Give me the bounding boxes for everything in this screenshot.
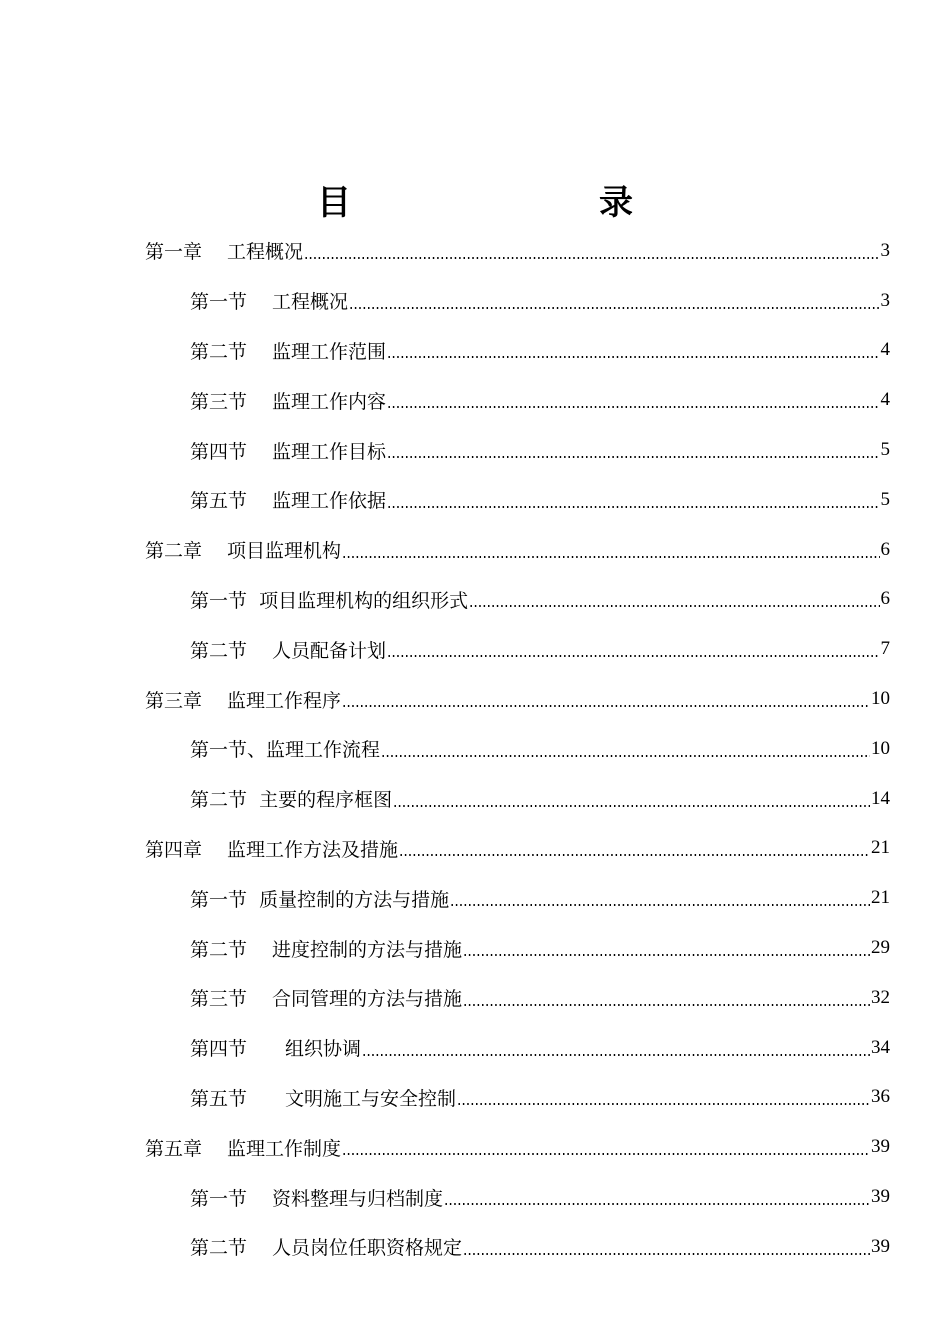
toc-dot-leader bbox=[463, 988, 870, 1008]
toc-entry-label: 第三节 合同管理的方法与措施 bbox=[190, 988, 463, 1011]
toc-entry-label: 第五节 文明施工与安全控制 bbox=[190, 1087, 457, 1110]
toc-page-number: 5 bbox=[880, 488, 890, 510]
toc-dot-leader bbox=[463, 938, 870, 958]
toc-page-number: 10 bbox=[871, 688, 890, 710]
toc-dot-leader bbox=[387, 490, 879, 510]
toc-dot-leader bbox=[450, 888, 870, 908]
toc-page-number: 14 bbox=[871, 787, 890, 809]
toc-section-entry[interactable] bbox=[0, 873, 950, 923]
toc-entry-label: 第一节 资料整理与归档制度 bbox=[190, 1187, 444, 1210]
toc-dot-leader bbox=[381, 739, 870, 759]
toc-section-entry[interactable] bbox=[0, 1023, 950, 1073]
toc-dot-leader bbox=[387, 639, 879, 659]
toc-page-number: 29 bbox=[871, 937, 890, 959]
toc-chapter-entry[interactable] bbox=[0, 674, 950, 724]
toc-section-entry[interactable] bbox=[0, 1073, 950, 1123]
toc-entry-label: 第二节 进度控制的方法与措施 bbox=[190, 938, 463, 961]
toc-entry-label: 第二节 人员岗位任职资格规定 bbox=[190, 1237, 463, 1260]
toc-dot-leader bbox=[399, 838, 870, 858]
toc-entry-label: 第三章 监理工作程序 bbox=[145, 689, 342, 712]
toc-entry-label: 第五章 监理工作制度 bbox=[145, 1137, 342, 1160]
toc-dot-leader bbox=[387, 440, 879, 460]
toc-entry-label: 第二节 主要的程序框图 bbox=[190, 789, 393, 812]
toc-dot-leader bbox=[444, 1187, 870, 1207]
toc-dot-leader bbox=[463, 1237, 870, 1257]
toc-section-entry[interactable] bbox=[0, 1222, 950, 1272]
toc-entry-label: 第四节 组织协调 bbox=[190, 1038, 362, 1061]
toc-entry-label: 第二章 项目监理机构 bbox=[145, 540, 342, 563]
toc-dot-leader bbox=[362, 1038, 870, 1058]
toc-dot-leader bbox=[342, 540, 879, 560]
toc-entry-label: 第四章 监理工作方法及措施 bbox=[145, 838, 399, 861]
toc-entry-label: 第一节 项目监理机构的组织形式 bbox=[190, 589, 469, 612]
toc-entry-label: 第一节 工程概况 bbox=[190, 291, 349, 314]
toc-section-entry[interactable] bbox=[0, 326, 950, 376]
toc-list bbox=[0, 226, 950, 1272]
toc-dot-leader bbox=[387, 340, 879, 360]
toc-chapter-entry[interactable] bbox=[0, 525, 950, 575]
toc-dot-leader bbox=[342, 689, 870, 709]
toc-section-entry[interactable] bbox=[0, 973, 950, 1023]
toc-entry-label: 第二节 人员配备计划 bbox=[190, 639, 387, 662]
toc-page-number: 10 bbox=[871, 737, 890, 759]
toc-page-number: 3 bbox=[880, 289, 890, 311]
toc-entry-label: 第五节 监理工作依据 bbox=[190, 490, 387, 513]
toc-section-entry[interactable] bbox=[0, 276, 950, 326]
toc-dot-leader bbox=[387, 390, 879, 410]
toc-title: 目 录 bbox=[317, 183, 693, 223]
toc-page-number: 21 bbox=[871, 887, 890, 909]
toc-section-entry[interactable] bbox=[0, 475, 950, 525]
toc-page-number: 39 bbox=[871, 1235, 890, 1257]
toc-page-number: 21 bbox=[871, 837, 890, 859]
toc-dot-leader bbox=[469, 589, 879, 609]
toc-section-entry[interactable] bbox=[0, 1172, 950, 1222]
toc-page-number: 4 bbox=[880, 389, 890, 411]
toc-entry-label: 第一章 工程概况 bbox=[145, 241, 304, 264]
toc-page-number: 32 bbox=[871, 986, 890, 1008]
toc-section-entry[interactable] bbox=[0, 425, 950, 475]
toc-section-entry[interactable] bbox=[0, 375, 950, 425]
toc-page-number: 3 bbox=[880, 239, 890, 261]
toc-section-entry[interactable] bbox=[0, 724, 950, 774]
toc-dot-leader bbox=[457, 1087, 870, 1107]
toc-chapter-entry[interactable] bbox=[0, 1122, 950, 1172]
toc-page-number: 39 bbox=[871, 1136, 890, 1158]
toc-chapter-entry[interactable] bbox=[0, 226, 950, 276]
toc-page-number: 36 bbox=[871, 1086, 890, 1108]
toc-dot-leader bbox=[349, 291, 879, 311]
toc-page-number: 4 bbox=[880, 339, 890, 361]
toc-section-entry[interactable] bbox=[0, 624, 950, 674]
toc-entry-label: 第四节 监理工作目标 bbox=[190, 440, 387, 463]
toc-page-number: 5 bbox=[880, 439, 890, 461]
toc-section-entry[interactable] bbox=[0, 774, 950, 824]
toc-entry-label: 第二节 监理工作范围 bbox=[190, 340, 387, 363]
toc-page-number: 6 bbox=[880, 588, 890, 610]
toc-dot-leader bbox=[393, 789, 870, 809]
toc-section-entry[interactable] bbox=[0, 923, 950, 973]
toc-section-entry[interactable] bbox=[0, 575, 950, 625]
toc-entry-label: 第一节 质量控制的方法与措施 bbox=[190, 888, 450, 911]
toc-page-number: 34 bbox=[871, 1036, 890, 1058]
toc-entry-label: 第三节 监理工作内容 bbox=[190, 390, 387, 413]
toc-page-number: 7 bbox=[880, 638, 890, 660]
toc-chapter-entry[interactable] bbox=[0, 824, 950, 874]
toc-dot-leader bbox=[304, 241, 879, 261]
toc-entry-label: 第一节、监理工作流程 bbox=[190, 739, 381, 762]
toc-page-number: 6 bbox=[880, 538, 890, 560]
toc-page-number: 39 bbox=[871, 1186, 890, 1208]
toc-dot-leader bbox=[342, 1137, 870, 1157]
